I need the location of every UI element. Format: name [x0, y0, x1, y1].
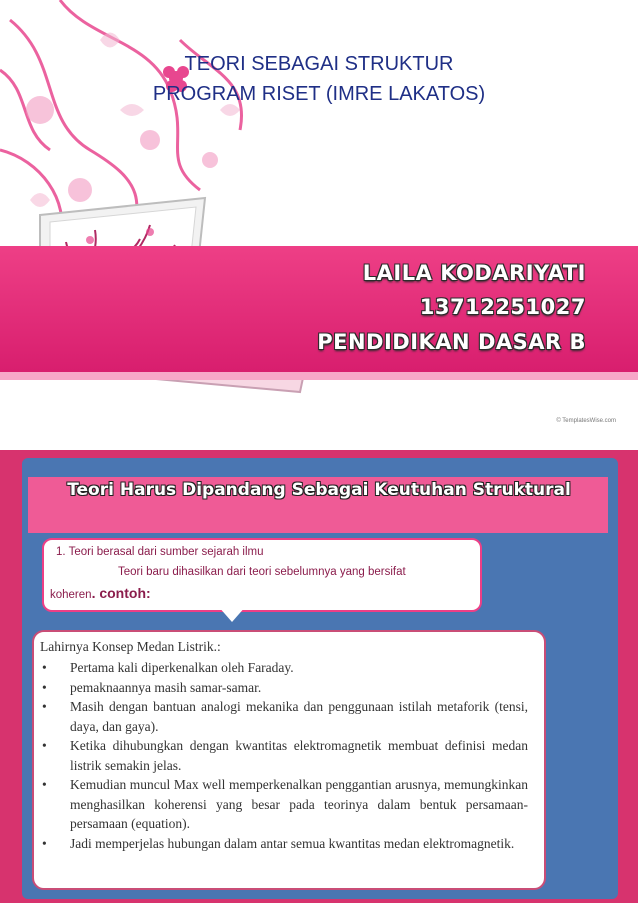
callout-line-3: [50, 585, 151, 601]
content-lead: Lahirnya Konsep Medan Listrik.:: [40, 639, 221, 654]
callout-box: [42, 538, 482, 612]
bullet-item: • pemaknaannya masih samar-samar.: [40, 678, 528, 698]
slide-heading: Teori Harus Dipandang Sebagai Keutuhan Struktural: [67, 480, 571, 500]
author-id: 13712251027: [419, 295, 586, 319]
bullet-item: • Ketika dihubungkan dengan kwantitas elektromagnetik membuat definisi medan listrik semakin jelas.: [40, 736, 528, 775]
slide-title-line-2: PROGRAM RISET (IMRE LAKATOS): [152, 83, 486, 105]
content-box: [32, 630, 546, 890]
callout-line-3-word: koheren: [50, 589, 92, 601]
bullet-list: [40, 658, 528, 853]
bullet-item: • Pertama kali diperkenalkan oleh Faraday.: [40, 658, 528, 678]
template-credit: © TemplatesWise.com: [556, 418, 616, 424]
content-slide: [0, 450, 638, 903]
author-program: PENDIDIKAN DASAR B: [317, 330, 586, 354]
author-name: LAILA KODARIYATI: [362, 261, 586, 285]
bullet-item: • Kemudian muncul Max well memperkenalkan penggantian arusnya, memungkinkan menghasilkan koherensi yang besar pada teorinya dalam bentuk persamaan-persamaan (equation).: [40, 775, 528, 834]
slide-title-line-1: TEORI SEBAGAI STRUKTUR: [184, 53, 454, 75]
bullet-item: • Masih dengan bantuan analogi mekanika dan penggunaan istilah metaforik (tensi, daya, dan gaya).: [40, 697, 528, 736]
bullet-item: • Jadi memperjelas hubungan dalam antar semua kwantitas medan elektromagnetik.: [40, 834, 528, 854]
callout-tail: [218, 606, 246, 622]
title-slide: [0, 0, 638, 443]
callout-line-3-example: . contoh:: [91, 585, 151, 601]
title-band-stripe: [0, 372, 638, 380]
callout-line-1: 1. Teori berasal dari sumber sejarah ilmu: [56, 546, 264, 558]
callout-line-2: Teori baru dihasilkan dari teori sebelumnya yang bersifat: [118, 566, 406, 578]
